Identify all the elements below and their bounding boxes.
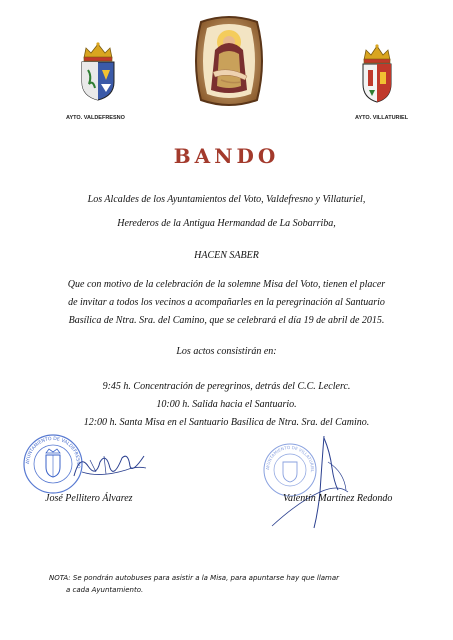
left-signature (70, 448, 150, 482)
note-line-2: a cada Ayuntamiento. (66, 586, 144, 594)
villaturiel-label: AYTO. VILLATURIEL (355, 115, 409, 121)
body-line-2: de invitar a todos los vecinos a acompañarles en la peregrinación al Santuario (68, 297, 385, 308)
schedule-item: 9:45 h. Concentración de peregrinos, detrás del C.C. Leclerc. (102, 381, 351, 392)
valdefresno-stamp-text: AYUNTAMIENTO DE VALDEFRESNO (25, 436, 81, 469)
right-signature (268, 432, 388, 532)
announce-heading: HACEN SABER (194, 250, 259, 261)
schedule-item: 12:00 h. Santa Misa en el Santuario Basílica de Ntra. Sra. del Camino. (83, 417, 370, 428)
left-signatory-name: José Pellitero Álvarez (45, 493, 133, 504)
body-line-3: Basílica de Ntra. Sra. del Camino, que se celebrará el día 19 de abril de 2015. (68, 315, 385, 326)
villaturiel-stamp-text: AYUNTAMIENTO DE VILLATURIEL (264, 444, 316, 473)
right-signatory-name: Valentín Martínez Redondo (283, 493, 393, 504)
document-title: BANDO (173, 144, 280, 168)
pieta-image (191, 14, 267, 108)
schedule-item: 10:00 h. Salida hacia el Santuario. (156, 399, 297, 410)
villaturiel-coat-of-arms (360, 42, 394, 104)
acts-heading: Los actos consistirán en: (176, 346, 277, 357)
valdefresno-label: AYTO. VALDEFRESNO (66, 115, 125, 121)
body-line-1: Que con motivo de la celebración de la solemne Misa del Voto, tienen el placer (67, 279, 386, 290)
valdefresno-coat-of-arms (78, 40, 118, 102)
note-line-1: NOTA: Se pondrán autobuses para asistir a la Misa, para apuntarse hay que llamar (49, 574, 340, 582)
intro-line-2: Herederos de la Antigua Hermandad de La Sobarriba, (117, 218, 336, 229)
intro-line-1: Los Alcaldes de los Ayuntamientos del Voto, Valdefresno y Villaturiel, (87, 194, 366, 205)
